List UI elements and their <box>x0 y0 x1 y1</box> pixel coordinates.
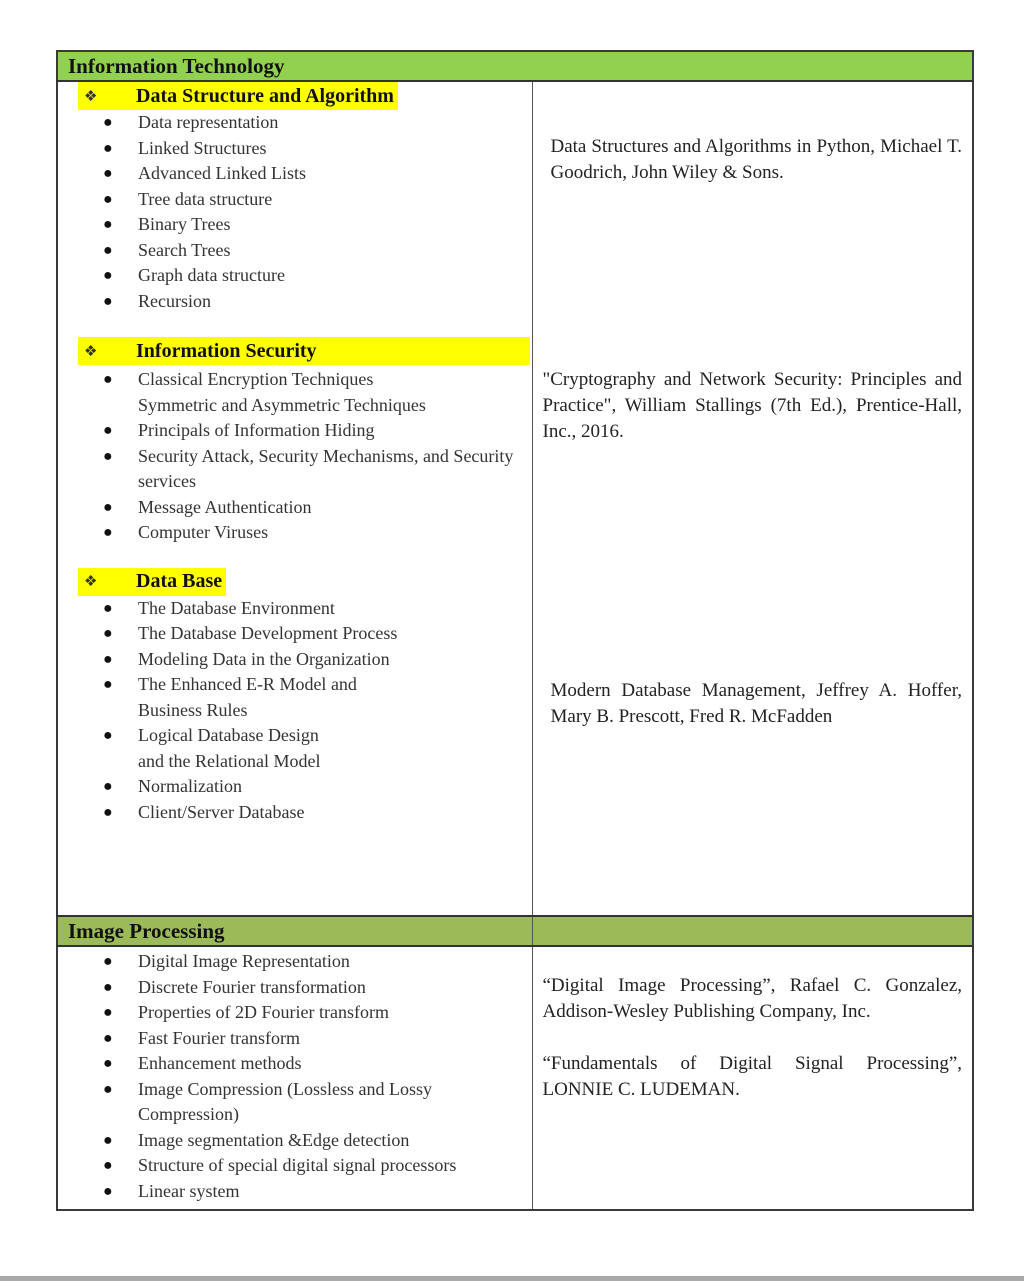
it-topics-cell <box>57 81 532 916</box>
topic-item <box>58 949 532 975</box>
diamond-bullet-icon: ❖ <box>84 88 98 105</box>
round-bullet-icon: ● <box>103 1004 113 1021</box>
topic-list-security <box>58 367 532 546</box>
topic-item <box>58 289 532 315</box>
topic-item <box>58 263 532 289</box>
round-bullet-icon: ● <box>103 1157 113 1174</box>
topic-list-database <box>58 596 532 826</box>
topic-item <box>58 1153 532 1179</box>
topic-text: Normalization <box>138 776 242 796</box>
it-header-row <box>57 51 973 81</box>
topic-text: Client/Server Database <box>138 801 305 822</box>
round-bullet-icon: ● <box>103 650 113 668</box>
reference-ip-2: “Fundamentals of Digital Signal Processing”, LONNIE C. LUDEMAN. <box>542 1053 963 1100</box>
topic-text: Recursion <box>138 290 211 311</box>
round-bullet-icon: ● <box>103 292 113 310</box>
round-bullet-icon: ● <box>103 676 113 693</box>
topic-item <box>58 774 532 800</box>
topic-item <box>58 975 532 1001</box>
topic-text: Discrete Fourier transformation <box>138 976 366 997</box>
topic-text: Principals of Information Hiding <box>138 420 375 440</box>
round-bullet-icon: ● <box>103 139 113 157</box>
topic-text: Message Authentication <box>138 496 312 517</box>
topic-item <box>58 161 532 187</box>
round-bullet-icon: ● <box>103 953 113 970</box>
diamond-bullet-icon: ❖ <box>84 343 98 360</box>
topic-item <box>58 238 532 264</box>
round-bullet-icon: ● <box>103 524 113 541</box>
reference-security: "Cryptography and Network Security: Principles and Practice", William Stallings (7th Ed.), Prentice-Hall, Inc., 2016. <box>542 369 963 442</box>
topic-text: Security Attack, Security Mechanisms, and Security services <box>138 445 514 491</box>
ip-references-cell <box>532 946 973 1210</box>
round-bullet-icon: ● <box>103 803 113 821</box>
topic-item <box>58 596 532 622</box>
topic-text: Modeling Data in the Organization <box>138 648 390 669</box>
ip-topics-cell <box>57 946 532 1210</box>
topic-text: Data representation <box>138 112 279 132</box>
round-bullet-icon: ● <box>103 727 113 744</box>
topic-item <box>58 367 532 418</box>
round-bullet-icon: ● <box>103 1029 113 1047</box>
ip-header-empty <box>532 916 973 946</box>
round-bullet-icon: ● <box>103 498 113 516</box>
round-bullet-icon: ● <box>103 1131 113 1149</box>
topic-item <box>58 800 532 826</box>
topic-text: Linked Structures <box>138 137 267 158</box>
subject-dsa <box>58 82 532 110</box>
round-bullet-icon: ● <box>103 1080 113 1098</box>
reference-dsa: Data Structures and Algorithms in Python, Michael T. Goodrich, John Wiley & Sons. <box>550 136 963 183</box>
round-bullet-icon: ● <box>103 422 113 439</box>
ip-header-row <box>57 916 973 946</box>
topic-item <box>58 1051 532 1077</box>
topic-item <box>58 672 532 723</box>
round-bullet-icon: ● <box>103 978 113 996</box>
topic-item <box>58 136 532 162</box>
topic-item <box>58 723 532 774</box>
topic-text: Computer Viruses <box>138 522 269 542</box>
round-bullet-icon: ● <box>103 371 113 388</box>
topic-text: The Database Development Process <box>138 623 398 643</box>
topic-text: Tree data structure <box>138 188 273 209</box>
topic-item <box>58 1179 532 1205</box>
subject-heading <box>78 82 398 110</box>
topic-item <box>58 1026 532 1052</box>
topic-text: Enhancement methods <box>138 1053 302 1073</box>
round-bullet-icon: ● <box>103 778 113 795</box>
topic-item <box>58 647 532 673</box>
topic-text: Properties of 2D Fourier transform <box>138 1002 389 1022</box>
topic-item <box>58 520 532 546</box>
subject-security <box>58 337 532 367</box>
reference-ip-1: “Digital Image Processing”, Rafael C. Gonzalez, Addison-Wesley Publishing Company, Inc. <box>542 975 963 1022</box>
topic-text: Image segmentation &Edge detection <box>138 1129 410 1150</box>
topic-item <box>58 187 532 213</box>
round-bullet-icon: ● <box>103 625 113 642</box>
topic-text: Search Trees <box>138 239 231 260</box>
topic-item <box>58 1128 532 1154</box>
topic-text: The Database Environment <box>138 597 335 618</box>
topic-text: Advanced Linked Lists <box>138 163 306 183</box>
topic-text: Digital Image Representation <box>138 951 350 971</box>
topic-list-ip <box>58 947 532 1204</box>
topic-item <box>58 1000 532 1026</box>
it-header: Information Technology <box>68 54 285 78</box>
round-bullet-icon: ● <box>103 165 113 182</box>
topic-item <box>58 444 532 495</box>
reference-database: Modern Database Management, Jeffrey A. Hoffer, Mary B. Prescott, Fred R. McFadden <box>550 680 963 727</box>
topic-item <box>58 110 532 136</box>
topic-item <box>58 212 532 238</box>
topic-list-dsa <box>58 110 532 314</box>
round-bullet-icon: ● <box>103 216 113 233</box>
it-content-row <box>57 81 973 916</box>
round-bullet-icon: ● <box>103 241 113 259</box>
subject-heading <box>78 337 530 365</box>
round-bullet-icon: ● <box>103 1182 113 1200</box>
subject-title: Data Structure and Algorithm <box>136 84 394 107</box>
round-bullet-icon: ● <box>103 447 113 465</box>
topic-item <box>58 418 532 444</box>
topic-item <box>58 621 532 647</box>
topic-text: Linear system <box>138 1180 240 1201</box>
it-references-cell <box>532 81 973 916</box>
topic-item <box>58 495 532 521</box>
topic-text: Structure of special digital signal processors <box>138 1155 457 1175</box>
topic-item <box>58 1077 532 1128</box>
round-bullet-icon: ● <box>103 599 113 617</box>
subject-title: Information Security <box>136 339 317 362</box>
round-bullet-icon: ● <box>103 267 113 284</box>
topic-text: Logical Database Design and the Relational Model <box>138 725 321 771</box>
topic-text: Classical Encryption Techniques Symmetric and Asymmetric Techniques <box>138 369 426 415</box>
topic-text: Binary Trees <box>138 214 231 234</box>
ip-header: Image Processing <box>68 919 225 943</box>
subject-database <box>58 568 532 596</box>
topic-text: Graph data structure <box>138 265 285 285</box>
round-bullet-icon: ● <box>103 190 113 208</box>
round-bullet-icon: ● <box>103 114 113 131</box>
ip-content-row <box>57 946 973 1210</box>
subject-title: Data Base <box>136 570 223 592</box>
bottom-scroll-edge <box>0 1276 1024 1281</box>
syllabus-table <box>56 50 974 1211</box>
topic-text: Fast Fourier transform <box>138 1027 300 1048</box>
round-bullet-icon: ● <box>103 1055 113 1072</box>
topic-text: The Enhanced E-R Model and Business Rules <box>138 674 357 720</box>
topic-text: Image Compression (Lossless and Lossy Compression) <box>138 1078 432 1124</box>
diamond-bullet-icon: ❖ <box>84 574 98 590</box>
subject-heading <box>78 568 226 596</box>
